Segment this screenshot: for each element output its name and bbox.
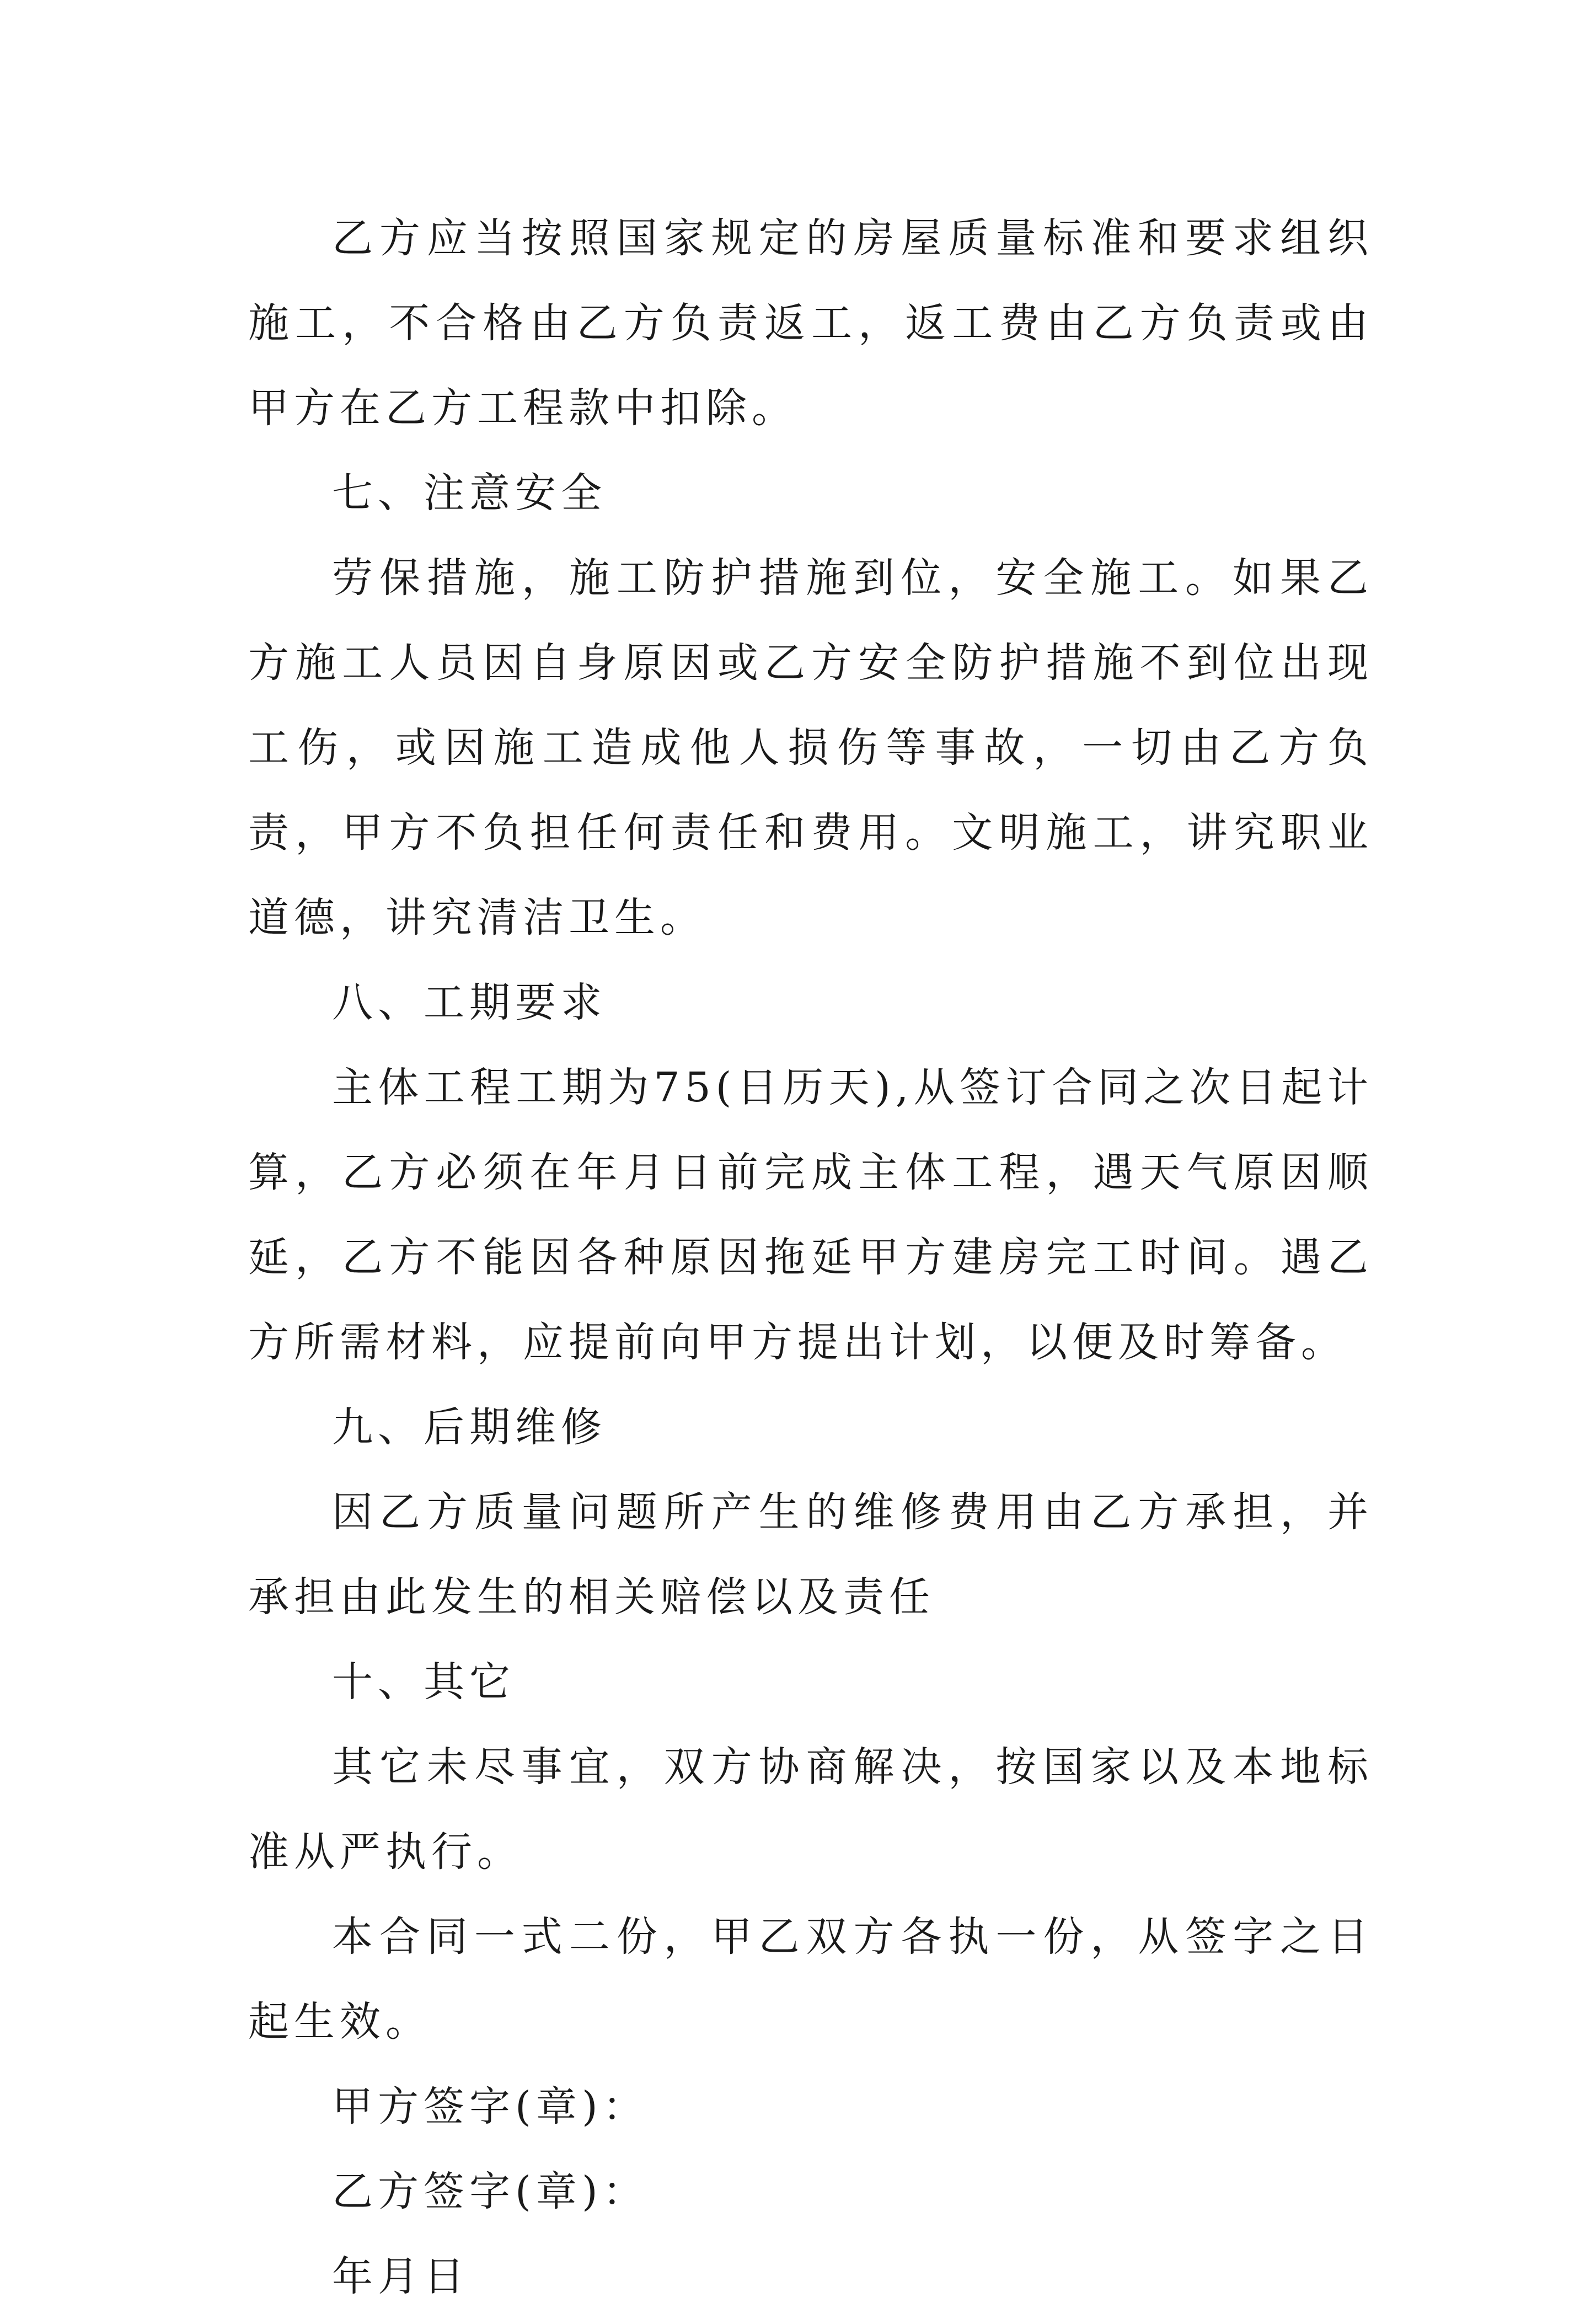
paragraph-quality-standard: 乙方应当按照国家规定的房屋质量标准和要求组织施工，不合格由乙方负责返工，返工费由乙方负责或由甲方在乙方工程款中扣除。	[248, 215, 1373, 432]
document-body	[248, 196, 1373, 2319]
signature-party-a: 甲方签字(章)：	[332, 2083, 649, 2130]
section-heading-maintenance: 九、后期维修	[332, 1404, 607, 1451]
paragraph-contract-copies: 本合同一式二份，甲乙双方各执一份，从签字之日起生效。	[248, 1913, 1373, 2045]
signature-party-b: 乙方签字(章)：	[332, 2168, 649, 2215]
signature-date: 年月日	[332, 2253, 469, 2300]
paragraph-other-matters: 其它未尽事宜，双方协商解决，按国家以及本地标准从严执行。	[248, 1743, 1373, 1876]
paragraph-maintenance-terms: 因乙方质量问题所产生的维修费用由乙方承担，并承担由此发生的相关赔偿以及责任	[248, 1488, 1373, 1621]
section-heading-schedule: 八、工期要求	[332, 979, 607, 1026]
section-heading-other: 十、其它	[332, 1658, 515, 1706]
paragraph-safety-measures: 劳保措施，施工防护措施到位，安全施工。如果乙方施工人员因自身原因或乙方安全防护措施不到位出现工伤，或因施工造成他人损伤等事故，一切由乙方负责，甲方不负担任何责任和费用。文明施工，讲究职业道德，讲究清洁卫生。	[248, 554, 1373, 941]
section-heading-safety: 七、注意安全	[332, 469, 607, 517]
paragraph-schedule-terms: 主体工程工期为75(日历天),从签订合同之次日起计算，乙方必须在年月日前完成主体工程，遇天气原因顺延，乙方不能因各种原因拖延甲方建房完工时间。遇乙方所需材料，应提前向甲方提出计划，以便及时筹备。	[248, 1064, 1373, 1366]
